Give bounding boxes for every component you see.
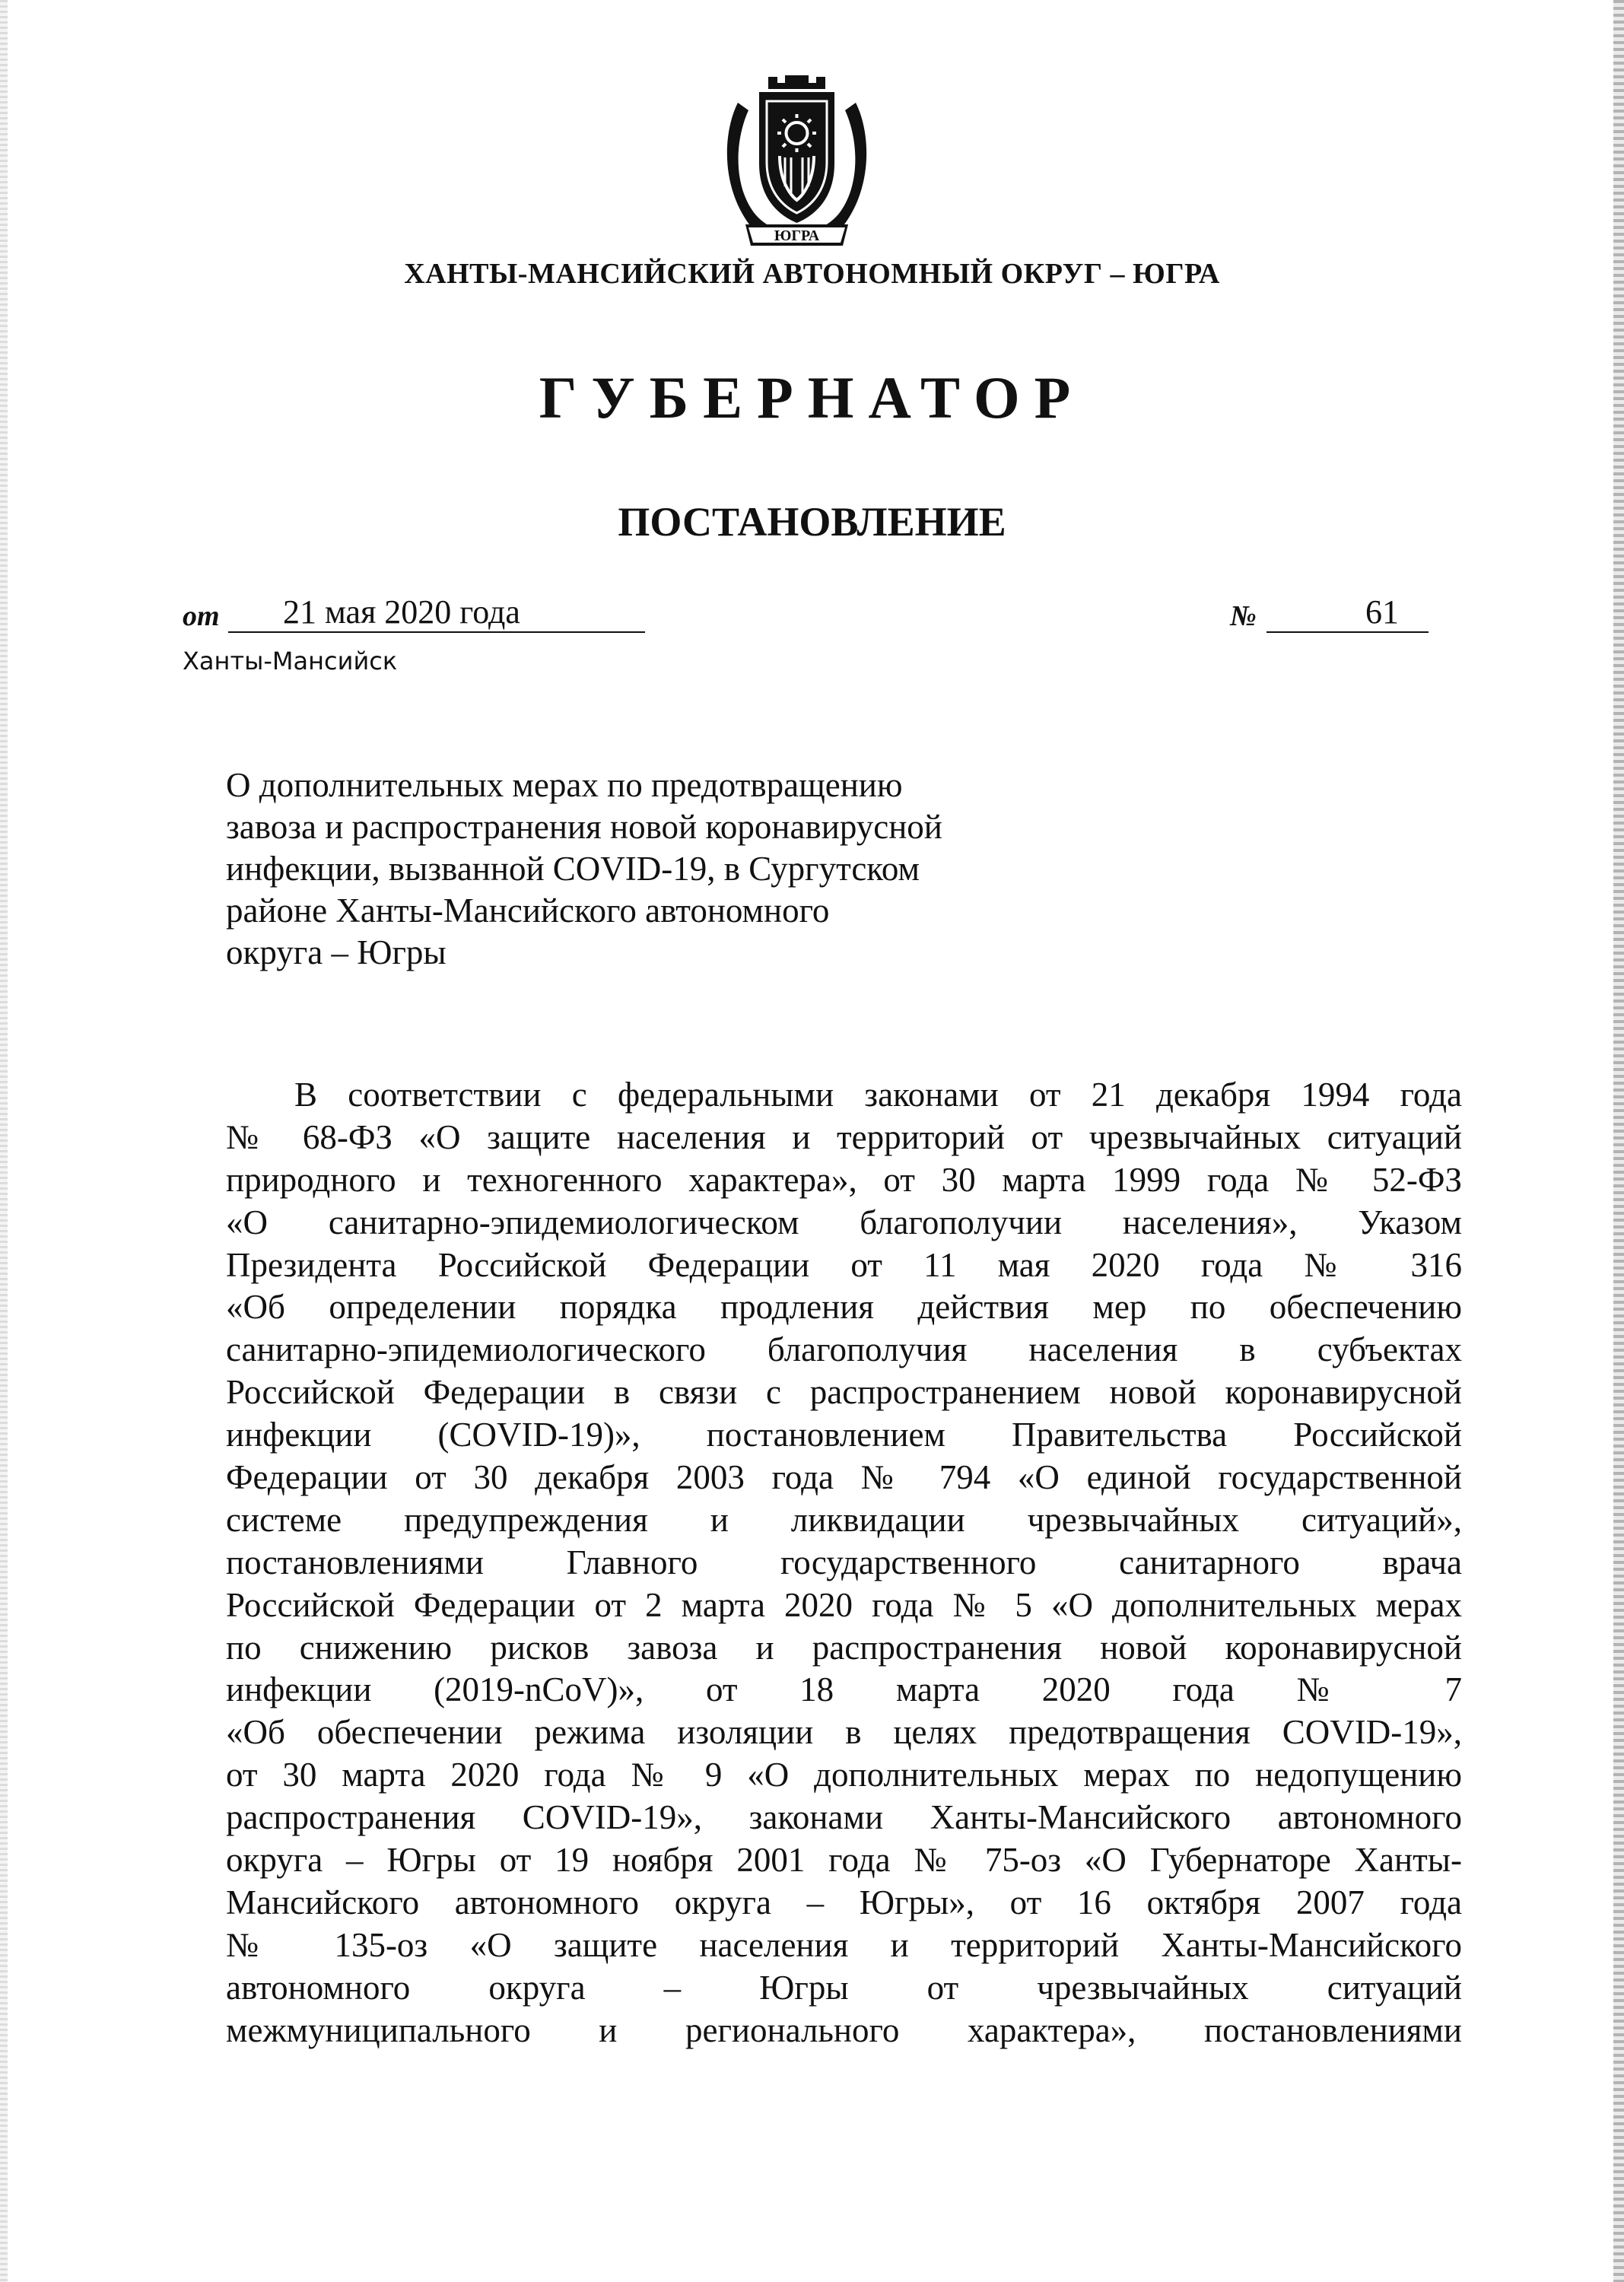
body-line: «Об определении порядка продления действия мер по обеспечению bbox=[226, 1288, 1462, 1327]
body-line: по снижению рисков завоза и распространения новой коронавирусной bbox=[226, 1628, 1462, 1667]
number-label: № bbox=[1230, 600, 1257, 632]
body-line: Российской Федерации в связи с распространением новой коронавирусной bbox=[226, 1373, 1462, 1412]
scan-edge-right bbox=[1613, 0, 1624, 2282]
body-line: округа – Югры от 19 ноября 2001 года № 75-оз «О Губернаторе Ханты- bbox=[226, 1841, 1462, 1880]
scan-edge-left bbox=[0, 0, 8, 2282]
yugra-coat-of-arms-icon bbox=[715, 72, 879, 255]
title-line: инфекции, вызванной COVID-19, в Сургутском bbox=[226, 850, 920, 888]
region-name: ХАНТЫ-МАНСИЙСКИЙ АВТОНОМНЫЙ ОКРУГ – ЮГРА bbox=[404, 258, 1220, 290]
body-line: межмуниципального и регионального характера», постановлениями bbox=[226, 2010, 1462, 2049]
body-line: В соответствии с федеральными законами от 21 декабря 1994 года bbox=[294, 1076, 1462, 1114]
date-label: от bbox=[183, 600, 220, 632]
city-name: Ханты-Мансийск bbox=[183, 647, 398, 675]
body-line: автономного округа – Югры от чрезвычайных ситуаций bbox=[226, 1968, 1462, 2007]
body-line: санитарно-эпидемиологического благополучия населения в субъектах bbox=[226, 1330, 1462, 1369]
body-line: системе предупреждения и ликвидации чрезвычайных ситуаций», bbox=[226, 1500, 1462, 1539]
svg-text:ЮГРА: ЮГРА bbox=[774, 227, 820, 244]
body-line: инфекции (COVID-19)», постановлением Правительства Российской bbox=[226, 1416, 1462, 1454]
body-line: № 135-оз «О защите населения и территорий Ханты-Мансийского bbox=[226, 1925, 1462, 1964]
body-line: от 30 марта 2020 года № 9 «О дополнительных мерах по недопущению bbox=[226, 1756, 1462, 1794]
body-line: «Об обеспечении режима изоляции в целях предотвращения COVID-19», bbox=[226, 1713, 1462, 1752]
title-line: завоза и распространения новой коронавирусной bbox=[226, 808, 942, 846]
document-number: 61 bbox=[1365, 593, 1399, 631]
title-line: О дополнительных мерах по предотвращению bbox=[226, 766, 903, 804]
document-type: ПОСТАНОВЛЕНИЕ bbox=[618, 499, 1006, 545]
body-line: № 68-ФЗ «О защите населения и территорий от чрезвычайных ситуаций bbox=[226, 1117, 1462, 1156]
title-line: районе Ханты-Мансийского автономного bbox=[226, 892, 830, 930]
document-date: 21 мая 2020 года bbox=[283, 593, 520, 631]
title-line: округа – Югры bbox=[226, 933, 447, 971]
body-line: Мансийского автономного округа – Югры», от 16 октября 2007 года bbox=[226, 1883, 1462, 1921]
body-line: постановлениями Главного государственного санитарного врача bbox=[226, 1543, 1462, 1581]
body-line: «О санитарно-эпидемиологическом благополучии населения», Указом bbox=[226, 1203, 1462, 1241]
body-line: инфекции (2019-nCoV)», от 18 марта 2020 года № 7 bbox=[226, 1670, 1462, 1709]
body-line: распространения COVID-19», законами Ханты-Мансийского автономного bbox=[226, 1798, 1462, 1837]
body-line: Российской Федерации от 2 марта 2020 года № 5 «О дополнительных мерах bbox=[226, 1585, 1462, 1624]
body-line: Федерации от 30 декабря 2003 года № 794 «О единой государственной bbox=[226, 1458, 1462, 1497]
document-body bbox=[226, 1074, 1462, 2052]
document-title bbox=[226, 764, 1063, 974]
date-field bbox=[228, 592, 645, 633]
body-line: природного и техногенного характера», от 30 марта 1999 года № 52-ФЗ bbox=[226, 1160, 1462, 1199]
authority-title: ГУБЕРНАТОР bbox=[539, 364, 1085, 431]
number-field bbox=[1266, 592, 1429, 633]
body-line: Президента Российской Федерации от 11 мая 2020 года № 316 bbox=[226, 1245, 1462, 1284]
